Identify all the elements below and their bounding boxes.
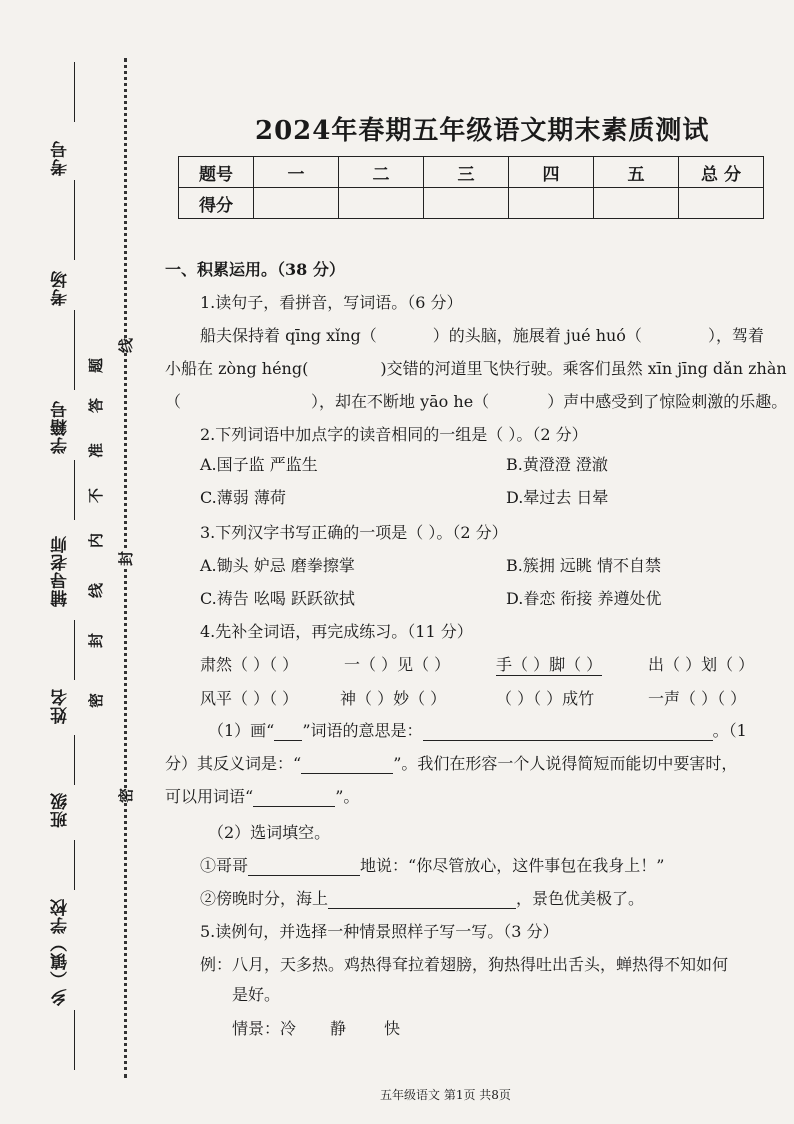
q4-word[interactable]: （ ）（ ）成竹 (496, 689, 595, 708)
seal-char: 准 (87, 442, 106, 459)
score-header-cell: 五 (594, 157, 679, 188)
seal-char: 封 (87, 632, 106, 649)
score-cell[interactable] (339, 188, 424, 219)
q4-word[interactable]: 一（ ）见（ ） (344, 655, 451, 674)
score-header-cell: 总 分 (679, 157, 764, 188)
q5-example-cont: 是好。 (232, 985, 281, 1004)
q5-title: 5.读例句，并选择一种情景照样子写一写。（3 分） (200, 922, 559, 941)
underline-mark (274, 724, 302, 741)
q4-word[interactable]: 肃然（ ）（ ） (200, 655, 299, 674)
score-header-cell: 三 (424, 157, 509, 188)
seal-char: 题 (87, 357, 106, 374)
exam-no-label: 考号 (51, 140, 71, 176)
exam-room-line (74, 180, 75, 260)
exam-room-label: 考场 (51, 270, 71, 306)
school-line (74, 840, 75, 890)
teacher-label: 辅导老师 (51, 535, 71, 607)
q2-option-c[interactable]: C.薄弱 薄荷 (200, 488, 286, 507)
score-header-cell: 题号 (179, 157, 254, 188)
q4-fill1: ①哥哥 地说：“你尽管放心，这件事包在我身上！” (200, 856, 665, 875)
town-line (74, 1010, 75, 1070)
q2-option-b[interactable]: B.黄澄澄 澄澈 (506, 455, 608, 474)
q4-sub1-line1: （1）画“ ”词语的意思是： 。（1 (208, 721, 747, 740)
q2-option-d[interactable]: D.晕过去 日晕 (506, 488, 609, 507)
class-label: 班级 (51, 792, 71, 828)
seal-char: 密 (87, 692, 106, 709)
score-header-cell: 四 (509, 157, 594, 188)
answer-blank[interactable] (423, 724, 713, 741)
score-cell[interactable] (509, 188, 594, 219)
q3-title: 3.下列汉字书写正确的一项是（ ）。（2 分） (200, 523, 508, 542)
q4-word[interactable]: 神（ ）妙（ ） (340, 689, 447, 708)
binding-sidebar (0, 0, 140, 1124)
section-heading: 一、积累运用。（38 分） (165, 260, 345, 279)
seal-mid-char: 线 (117, 337, 136, 354)
student-no-line (74, 310, 75, 390)
exam-no-line (74, 62, 75, 122)
q2-title: 2.下列词语中加点字的读音相同的一组是（ ）。（2 分） (200, 425, 588, 444)
seal-mid-char: 密 (117, 787, 136, 804)
score-header-cell: 一 (254, 157, 339, 188)
q4-word[interactable]: 出（ ）划（ ） (648, 655, 755, 674)
q5-scenes: 情景：冷 静 快 (232, 1019, 401, 1038)
q4-sub1-line3: 可以用词语“ ”。 (165, 787, 360, 806)
student-no-label: 学籍号 (51, 400, 71, 454)
seal-char: 内 (87, 532, 106, 549)
seal-char: 不 (87, 487, 106, 504)
q1-title: 1.读句子，看拼音，写词语。（6 分） (200, 293, 463, 312)
seal-mid-char: 封 (117, 550, 136, 567)
name-label: 姓名 (51, 688, 71, 724)
q2-option-a[interactable]: A.国子监 严监生 (200, 455, 318, 474)
scene-option[interactable]: 静 (330, 1019, 347, 1038)
q4-title: 4.先补全词语，再完成练习。（11 分） (200, 622, 473, 641)
score-cell[interactable] (424, 188, 509, 219)
school-label: 乡（镇）学校 (51, 898, 71, 1006)
answer-blank[interactable] (248, 859, 360, 876)
page-title: 2024年春期五年级语文期末素质测试 (255, 116, 710, 146)
q4-sub2-title: （2）选词填空。 (208, 823, 331, 842)
q4-word[interactable]: 风平（ ）（ ） (200, 689, 299, 708)
q4-word-underlined[interactable]: 手（ ）脚（ ） (496, 652, 602, 676)
name-line (74, 620, 75, 680)
class-line (74, 735, 75, 785)
answer-blank[interactable] (301, 757, 393, 774)
page-footer: 五年级语文 第1页 共8页 (380, 1088, 511, 1102)
score-table (178, 156, 764, 219)
q4-word[interactable]: 一声（ ）（ ） (648, 689, 747, 708)
scene-option[interactable]: 冷 (280, 1019, 297, 1038)
q3-option-d[interactable]: D.眷恋 衔接 养遵处优 (506, 589, 662, 608)
answer-blank[interactable] (253, 790, 335, 807)
q1-line1: 船夫保持着 qīng xǐng（ ）的头脑，施展着 jué huó（ ），驾着 (200, 326, 764, 345)
q3-option-a[interactable]: A.锄头 妒忌 磨拳擦掌 (200, 556, 355, 575)
q4-sub1-line2: 分）其反义词是：“ ”。我们在形容一个人说得简短而能切中要害时， (165, 754, 738, 773)
seal-char: 答 (87, 397, 106, 414)
score-cell[interactable] (679, 188, 764, 219)
score-cell[interactable] (254, 188, 339, 219)
score-row-label: 得分 (179, 188, 254, 219)
score-cell[interactable] (594, 188, 679, 219)
q4-fill2: ②傍晚时分，海上 ，景色优美极了。 (200, 889, 645, 908)
teacher-line (74, 460, 75, 520)
answer-blank[interactable] (328, 892, 516, 909)
q5-example: 例：八月，天多热。鸡热得耷拉着翅膀，狗热得吐出舌头，蝉热得不知如何 (200, 955, 729, 974)
scene-option[interactable]: 快 (384, 1019, 401, 1038)
score-header-cell: 二 (339, 157, 424, 188)
q1-line3: （ ），却在不断地 yāo he（ ）声中感受到了惊险刺激的乐趣。 (165, 392, 788, 411)
q1-line2: 小船在 zòng héng( )交错的河道里飞快行驶。乘客们虽然 xīn jīng dǎn zhàn (165, 359, 787, 378)
seal-dotted-line (124, 58, 127, 1078)
q3-option-b[interactable]: B.簇拥 远眺 情不自禁 (506, 556, 662, 575)
q3-option-c[interactable]: C.祷告 吆喝 跃跃欲拭 (200, 589, 355, 608)
seal-char: 线 (87, 582, 106, 599)
